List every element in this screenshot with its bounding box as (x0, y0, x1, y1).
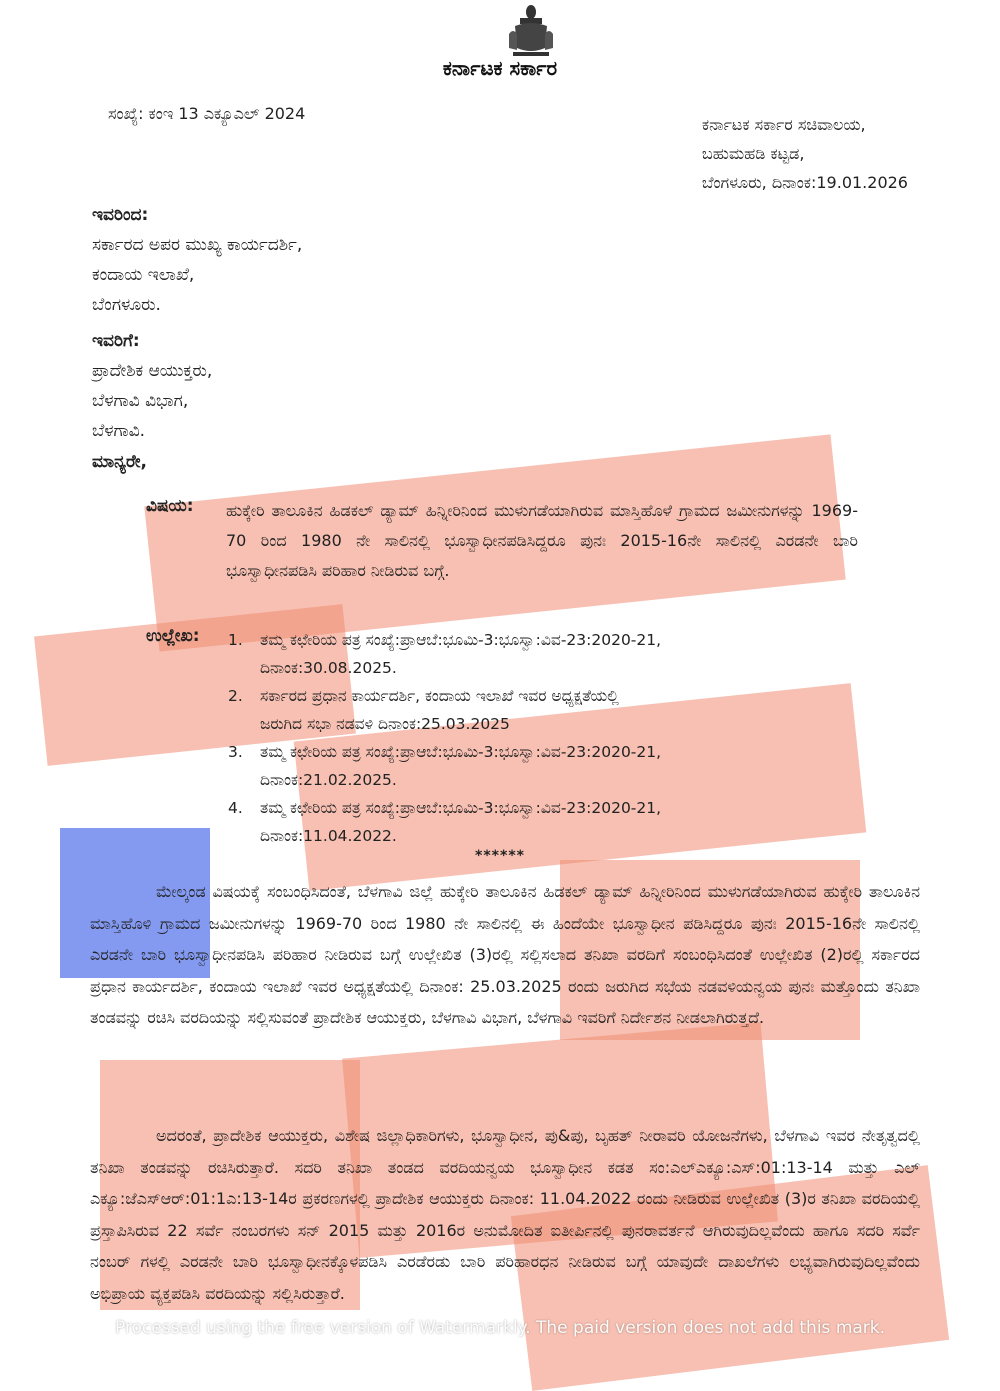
reference-item (228, 738, 858, 794)
to-block (92, 326, 212, 446)
reference-line: ಸರ್ಕಾರದ ಪ್ರಧಾನ ಕಾರ್ಯದರ್ಶಿ, ಕಂದಾಯ ಇಲಾಖೆ ಇವರ ಅಧ್ಯಕ್ಷತೆಯಲ್ಲಿ (260, 687, 619, 705)
reference-item (228, 682, 858, 738)
to-label: ಇವರಿಗೆ: (92, 331, 140, 351)
sender-address (702, 110, 908, 197)
reference-number-label: 3. (228, 743, 243, 761)
references-list (228, 626, 858, 850)
references-label: ಉಲ್ಲೇಖ: (146, 626, 200, 646)
from-line: ಸರ್ಕಾರದ ಅಪರ ಮುಖ್ಯ ಕಾರ್ಯದರ್ಶಿ, (92, 235, 303, 255)
to-line: ಬೆಳಗಾವಿ. (92, 421, 146, 441)
address-date-line: ಬೆಂಗಳೂರು, ದಿನಾಂಕ:19.01.2026 (701, 173, 908, 192)
reference-line: ದಿನಾಂಕ:21.02.2025. (260, 771, 397, 789)
to-line: ಬೆಳಗಾವಿ ವಿಭಾಗ, (92, 391, 189, 411)
state-emblem-icon (503, 4, 559, 60)
reference-number: ಸಂಖ್ಯೆ: ಕಂಇ 13 ಎಕ್ಯೂಎಲ್ 2024 (108, 104, 306, 123)
address-line: ಕರ್ನಾಟಕ ಸರ್ಕಾರ ಸಚಿವಾಲಯ, (701, 115, 866, 134)
from-line: ಬೆಂಗಳೂರು. (92, 295, 161, 315)
salutation: ಮಾನ್ಯರೇ, (92, 452, 147, 472)
reference-line: ದಿನಾಂಕ:11.04.2022. (260, 827, 397, 845)
subject-text: ಹುಕ್ಕೇರಿ ತಾಲೂಕಿನ ಹಿಡಕಲ್ ಡ್ಯಾಮ್ ಹಿನ್ನೀರಿನಿಂದ ಮುಳುಗಡೆಯಾಗಿರುವ ಮಾಸ್ತಿಹೊಳೆ ಗ್ರಾಮದ ಜಮೀನುಗಳನ್ನು 1969-70 ರಿಂದ 1980 ನೇ ಸಾಲಿನಲ್ಲಿ ಭೂಸ್ವಾಧೀನಪಡಿಸಿದ್ದರೂ ಪುನಃ 2015-16ನೇ ಸಾಲಿನಲ್ಲಿ ಎರಡನೇ ಬಾರಿ ಭೂಸ್ವಾಧೀನಪಡಿಸಿ ಪರಿಹಾರ ನೀಡಿರುವ ಬಗ್ಗೆ. (226, 501, 858, 580)
subject-label: ವಿಷಯ: (146, 496, 194, 516)
section-separator: ****** (475, 848, 525, 864)
body-paragraph: ಮೇಲ್ಕಂಡ ವಿಷಯಕ್ಕೆ ಸಂಬಂಧಿಸಿದಂತೆ, ಬೆಳಗಾವಿ ಜಿಲ್ಲೆ ಹುಕ್ಕೇರಿ ತಾಲೂಕಿನ ಹಿಡಕಲ್ ಡ್ಯಾಮ್ ಹಿನ್ನೀರಿನಿಂದ ಮುಳುಗಡೆಯಾಗಿರುವ ಹುಕ್ಕೇರಿ ತಾಲೂಕಿನ ಮಾಸ್ತಿಹೊಳಿ ಗ್ರಾಮದ ಜಮೀನುಗಳನ್ನು 1969-70 ರಿಂದ 1980 ನೇ ಸಾಲಿನಲ್ಲಿ ಈ ಹಿಂದೆಯೇ ಭೂಸ್ವಾಧೀನ ಪಡಿಸಿದ್ದರೂ ಪುನಃ 2015-16ನೇ ಸಾಲಿನಲ್ಲಿ ಎರಡನೇ ಬಾರಿ ಭೂಸ್ವಾಧೀನಪಡಿಸಿ ಪರಿಹಾರ ನೀಡಿರುವ ಬಗ್ಗೆ ಉಲ್ಲೇಖಿತ (3)ರಲ್ಲಿ ಸಲ್ಲಿಸಲಾದ ತನಿಖಾ ವರದಿಗೆ ಸಂಬಂಧಿಸಿದಂತೆ ಉಲ್ಲೇಖಿತ (2)ರಲ್ಲಿ ಸರ್ಕಾರದ ಪ್ರಧಾನ ಕಾರ್ಯದರ್ಶಿ, ಕಂದಾಯ ಇಲಾಖೆ ಇವರ ಅಧ್ಯಕ್ಷತೆಯಲ್ಲಿ ದಿನಾಂಕ: 25.03.2025 ರಂದು ಜರುಗಿದ ಸಭೆಯ ನಡವಳಿಯನ್ವಯ ಪುನಃ ಮತ್ತೊಂದು ತನಿಖಾ ತಂಡವನ್ನು ರಚಿಸಿ ವರದಿಯನ್ನು ಸಲ್ಲಿಸುವಂತೆ ಪ್ರಾದೇಶಿಕ ಆಯುಕ್ತರು, ಬೆಳಗಾವಿ ವಿಭಾಗ, ಬೆಳಗಾವಿ ಇವರಿಗೆ ನಿರ್ದೇಶನ ನೀಡಲಾಗಿರುತ್ತದೆ. (90, 882, 920, 1027)
reference-item (228, 626, 858, 682)
reference-item (228, 794, 858, 850)
address-line: ಬಹುಮಹಡಿ ಕಟ್ಟಡ, (701, 144, 805, 163)
from-label: ಇವರಿಂದ: (92, 205, 149, 225)
reference-line: ಜರುಗಿದ ಸಭಾ ನಡವಳಿ ದಿನಾಂಕ:25.03.2025 (260, 715, 510, 733)
reference-line: ತಮ್ಮ ಕಛೇರಿಯ ಪತ್ರ ಸಂಖ್ಯೆ:ಪ್ರಾಆಬೆ:ಭೂಮಿ-3:ಭೂಸ್ವಾ:ವಿವ-23:2020-21, (260, 799, 662, 817)
from-block (92, 200, 302, 320)
reference-line: ತಮ್ಮ ಕಛೇರಿಯ ಪತ್ರ ಸಂಖ್ಯೆ:ಪ್ರಾಆಬೆ:ಭೂಮಿ-3:ಭೂಸ್ವಾ:ವಿವ-23:2020-21, (260, 631, 662, 649)
to-line: ಪ್ರಾದೇಶಿಕ ಆಯುಕ್ತರು, (92, 361, 213, 381)
reference-number-label: 1. (228, 631, 243, 649)
from-line: ಕಂದಾಯ ಇಲಾಖೆ, (92, 265, 195, 285)
reference-line: ದಿನಾಂಕ:30.08.2025. (260, 659, 397, 677)
reference-number-label: 4. (228, 799, 243, 817)
body-paragraph: ಅದರಂತೆ, ಪ್ರಾದೇಶಿಕ ಆಯುಕ್ತರು, ವಿಶೇಷ ಜಿಲ್ಲಾಧಿಕಾರಿಗಳು, ಭೂಸ್ವಾಧೀನ, ಪು&ಪು, ಬೃಹತ್ ನೀರಾವರಿ ಯೋಜನೆಗಳು, ಬೆಳಗಾವಿ ಇವರ ನೇತೃತ್ವದಲ್ಲಿ ತನಿಖಾ ತಂಡವನ್ನು ರಚಿಸಿರುತ್ತಾರೆ. ಸದರಿ ತನಿಖಾ ತಂಡದ ವರದಿಯನ್ವಯ ಭೂಸ್ವಾಧೀನ ಕಡತ ಸಂ:ಎಲ್‌ಎಕ್ಯೂ:ಎಸ್:01:13-14 ಮತ್ತು ಎಲ್ ಎಕ್ಯೂ:ಜೆಎಸ್‌ಆರ್:01:1ಎ:13-14ರ ಪ್ರಕರಣಗಳಲ್ಲಿ ಪ್ರಾದೇಶಿಕ ಆಯುಕ್ತರು ದಿನಾಂಕ: 11.04.2022 ರಂದು ನೀಡಿರುವ ಉಲ್ಲೇಖಿತ (3)ರ ತನಿಖಾ ವರದಿಯಲ್ಲಿ ಪ್ರಸ್ತಾಪಿಸಿರುವ 22 ಸರ್ವೆ ನಂಬರಗಳು ಸನ್ 2015 ಮತ್ತು 2016ರ ಅನುಮೋದಿತ ಐತೀರ್ಪಿನಲ್ಲಿ ಪುನರಾವರ್ತನೆ ಆಗಿರುವುದಿಲ್ಲವೆಂದು ಹಾಗೂ ಸದರಿ ಸರ್ವೆ ನಂಬರ್ ಗಳಲ್ಲಿ ಎರಡನೇ ಬಾರಿ ಭೂಸ್ವಾಧೀನಕ್ಕೊಳಪಡಿಸಿ ಎರಡೆರಡು ಬಾರಿ ಪರಿಹಾರಧನ ನೀಡಿರುವ ಬಗ್ಗೆ ಯಾವುದೇ ದಾಖಲೆಗಳು ಲಭ್ಯವಾಗಿರುವುದಿಲ್ಲವೆಂದು ಅಭಿಪ್ರಾಯ ವ್ಯಕ್ತಪಡಿಸಿ ವರದಿಯನ್ನು ಸಲ್ಲಿಸಿರುತ್ತಾರೆ. (90, 1126, 920, 1303)
reference-line: ತಮ್ಮ ಕಛೇರಿಯ ಪತ್ರ ಸಂಖ್ಯೆ:ಪ್ರಾಆಬೆ:ಭೂಮಿ-3:ಭೂಸ್ವಾ:ವಿವ-23:2020-21, (260, 743, 662, 761)
watermark-notice: Processed using the free version of Watermarkly. The paid version does not add this mark. (114, 1318, 886, 1338)
government-name: ಕರ್ನಾಟಕ ಸರ್ಕಾರ (442, 56, 558, 80)
reference-number-label: 2. (228, 687, 243, 705)
